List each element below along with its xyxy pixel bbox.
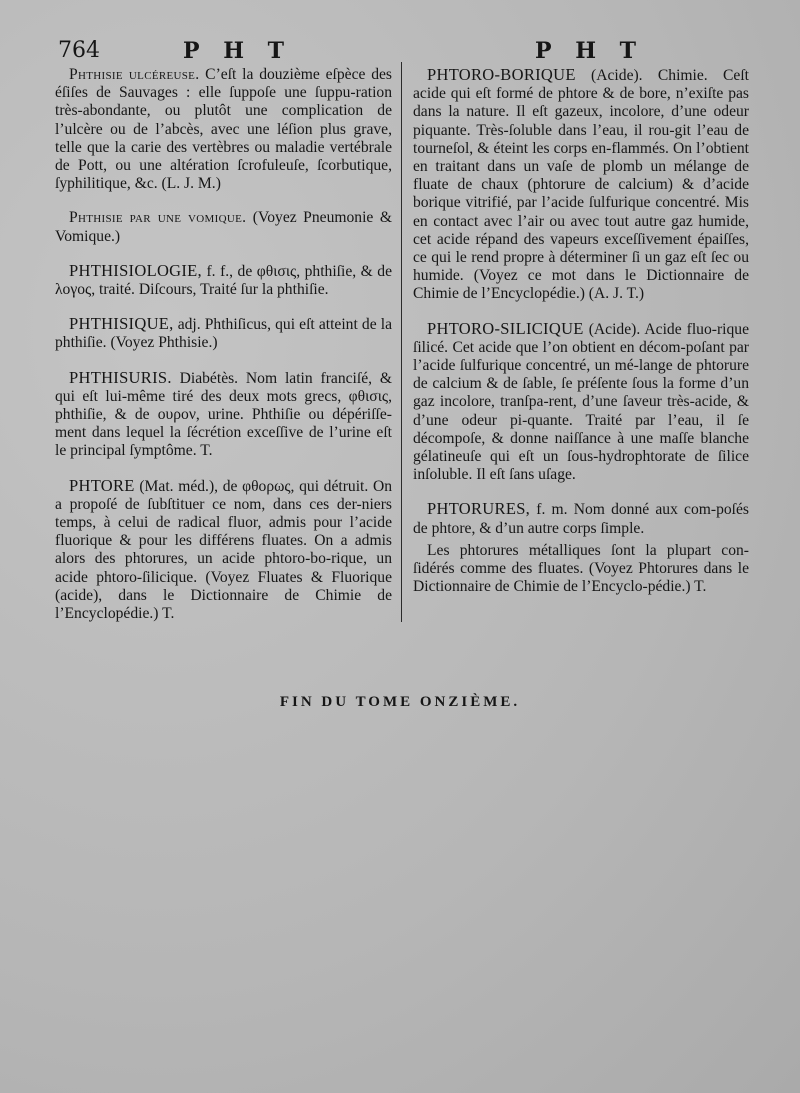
entry-body: f. f., de φθισις, phthiſie, & de λογος, traité. Diſcours, Traité ſur la phthiſie. (55, 262, 392, 299)
entry-phtoro-borique (413, 66, 749, 304)
entry-lead: PHTORO-SILICIQUE (427, 318, 584, 338)
entry-body: Les phtorures métalliques ſont la plupart con-ſidérés comme des fluates. (Voyez Phtorures dans le Dictionnaire de Chimie de l’Encyclo-pédie.) T. (413, 541, 749, 596)
entry-lead: Phthisie par une vomique. (69, 209, 247, 227)
entry-body: Diabétès. Nom latin franciſé, & qui eſt lui-même tiré des deux mots grecs, φθισις, phthiſie, & de ουρον, urine. Phthiſie ou dépériſſe-ment dans lequel la ſécrétion exceſſive de l’urine eſt le principal ſymptôme. T. (55, 369, 392, 460)
entry-lead: PHTORURES, (427, 499, 531, 519)
entry-body: (Voyez Pneumonie & Vomique.) (55, 209, 392, 245)
entry-phthisie-ulcereuse (55, 66, 392, 193)
running-head-left: P H T (183, 38, 293, 64)
entry-phtorures (413, 500, 749, 537)
entry-body: (Acide). Acide fluo-rique ſilicé. Cet acide que l’on obtient en décom-poſant par l’acide ſulfurique concentré, un mé-lange de phtorure de calcium & de ſable, ſe préſente ſous la forme d’un gaz incolore, tranſpa-rent, d’une ſaveur très-acide, & d’une odeur pi-quante. Traité par l’eau, il ſe décompoſe, & donne naiſſance à une maſſe blanche gélatineuſe qui eſt un ſous-hydrophtorate de ſilice inſoluble. Il eſt ſans uſage. (413, 320, 749, 484)
entry-phthisiologie (55, 262, 392, 299)
entry-body: (Acide). Chimie. Ceſt acide qui eſt formé de phtore & de bore, n’exiſte pas dans la nature. Il eſt gazeux, incolore, d’une odeur piquante. Très-ſoluble dans l’eau, il rou-git l’eau de tourneſol, & éteint les corps en-flammés. On l’obtient en traitant dans un vaſe de plomb un mélange de fluate de chaux (phtorure de calcium) & d’acide borique vitrifié, par l’acide ſulfurique concentré. Mis en contact avec l’air ou avec tout autre gaz humide, cet acide répand des vapeurs exceſſivement épaiſſes, ce qui le rend propre à déterminer ſi un gaz eſt ſec ou humide. (Voyez ce mot dans le Dictionnaire de Chimie de l’Encyclopédie.) (A. J. T.) (413, 67, 749, 303)
page-header (0, 38, 800, 68)
entry-lead: PHTHISIOLOGIE, (69, 260, 202, 280)
entry-lead: Phthisie ulcéreuse. (69, 66, 200, 83)
end-of-volume-note: FIN DU TOME ONZIÈME. (279, 694, 521, 710)
entry-body: adj. Phthiſicus, qui eſt atteint de la phthiſie. (Voyez Phthisie.) (55, 316, 392, 352)
entry-body: f. m. Nom donné aux com-poſés de phtore, & d’un autre corps ſimple. (413, 501, 749, 537)
entry-phtoro-silicique (413, 320, 749, 485)
entry-body: C’eſt la douzième eſpèce des éſiſes de Sauvages : elle ſuppoſe une ſuppu-ration très-abondante, ou plutôt une complication de l’ulcère ou de l’abcès, avec une léſion plus grave, telle que la carie des vertèbres ou maladie vertébrale de Pott, ou une altération ſcrofuleuſe, ſcorbutique, ſyphilitique, &c. (L. J. M.) (55, 66, 392, 193)
entry-phthisique (55, 315, 392, 352)
entry-lead: PHTHISIQUE, (69, 314, 174, 334)
column-divider (401, 62, 402, 622)
entry-lead: PHTORE (69, 475, 135, 495)
entry-body: (Mat. méd.), de φθορως, qui détruit. On a propoſé de ſubſtituer ce nom, dans ces der-niers temps, à celui de radical fluor, admis pour l’acide fluorique & pour les différens fluates. On a admis alors des phtorures, un acide phtoro-bo-rique, un acide phtoro-ſilicique. (Voyez Fluates & Fluorique (acide), dans le Dictionnaire de Chimie de l’Encyclopédie.) T. (55, 477, 392, 623)
entry-phthisie-vomique (55, 209, 392, 245)
entry-lead: PHTORO-BORIQUE (427, 65, 576, 84)
entry-lead: PHTHISURIS. (69, 367, 172, 387)
right-column (413, 66, 749, 612)
entry-phtorures-continued (413, 542, 749, 597)
entry-phthisuris (55, 369, 392, 461)
running-head-right: P H T (535, 38, 645, 64)
left-column (55, 66, 392, 639)
entry-phtore (55, 477, 392, 624)
page-number: 764 (58, 38, 100, 63)
